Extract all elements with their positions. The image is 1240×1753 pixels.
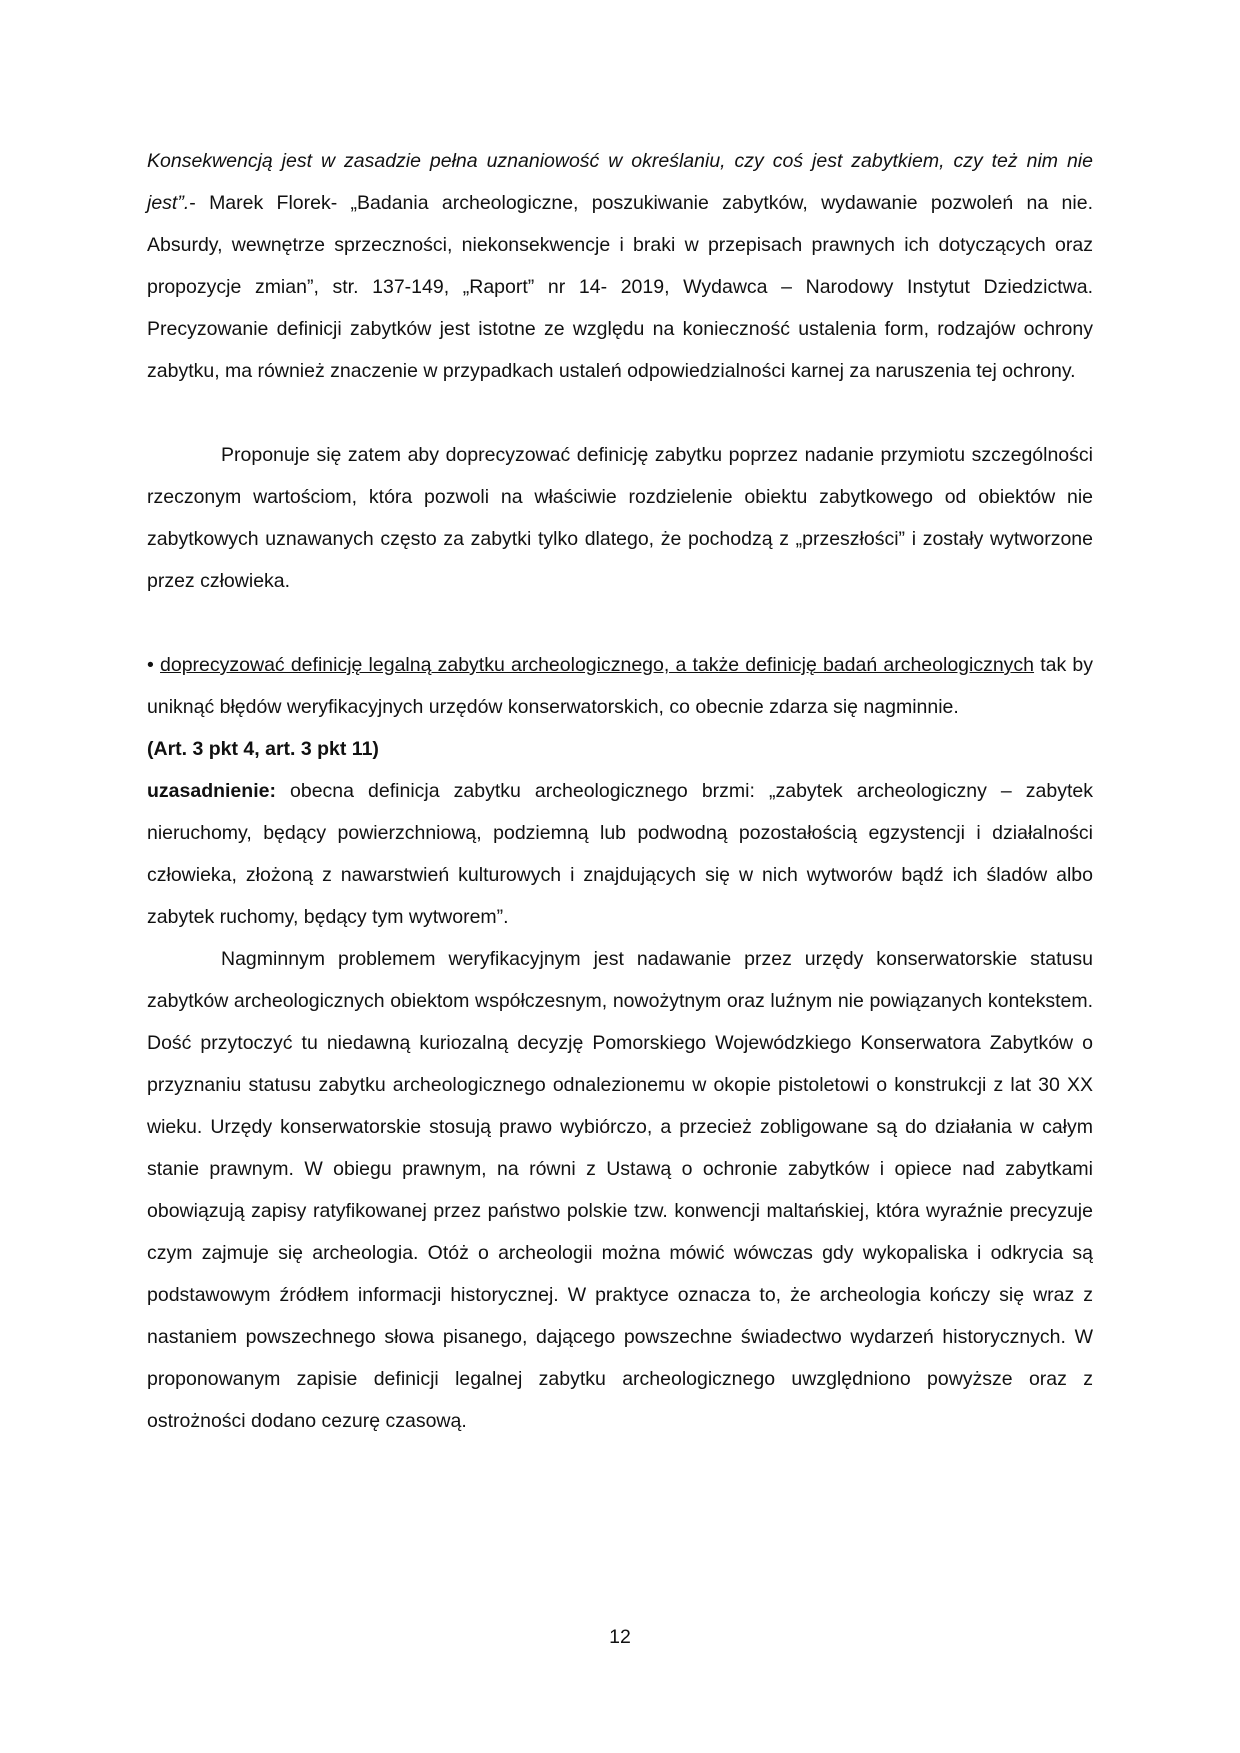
article-reference: (Art. 3 pkt 4, art. 3 pkt 11) (147, 738, 379, 760)
bullet-underlined-text: doprecyzować definicję legalną zabytku archeologicznego, a także definicję badań archeologicznych (160, 654, 1035, 676)
page-number: 12 (609, 1626, 631, 1648)
citation-text: - Marek Florek- „Badania archeologiczne, poszukiwanie zabytków, wydawanie pozwoleń na nie. Absurdy, wewnętrze sprzeczności, niekonsekwencje i braki w przepisach prawnych ich dotyczących oraz propozycje zmian”, str. 137-149, „Raport” nr 14- 2019, Wydawca – Narodowy Instytut Dziedzictwa. Precyzowanie definicji zabytków jest istotne ze względu na konieczność ustalenia form, rodzajów ochrony zabytku, ma również znaczenie w przypadkach ustaleń odpowiedzialności karnej za naruszenia tej ochrony. (147, 192, 1093, 382)
justification-text: obecna definicja zabytku archeologicznego brzmi: „zabytek archeologiczny – zabytek nieruchomy, będący powierzchniową, podziemną lub podwodną pozostałością egzystencji i działalności człowieka, złożoną z nawarstwień kulturowych i znajdujących się w nich wytworów bądź ich śladów albo zabytek ruchomy, będący tym wytworem”. (147, 780, 1093, 928)
quote-italic: Konsekwencją jest w zasadzie pełna uznaniowość w określaniu, czy coś jest zabytkiem, czy też nim nie jest”. (147, 150, 1093, 214)
bullet-item (147, 644, 1093, 728)
paragraph-citation (147, 140, 1093, 392)
bullet-marker: • (147, 654, 154, 676)
paragraph-proposal: Proponuje się zatem aby doprecyzować definicję zabytku poprzez nadanie przymiotu szczególności rzeczonym wartościom, która pozwoli na właściwie rozdzielenie obiektu zabytkowego od obiektów nie zabytkowych uznawanych często za zabytki tylko dlatego, że pochodzą z „przeszłości” i zostały wytworzone przez człowieka. (147, 444, 1093, 592)
paragraph-justification (147, 770, 1093, 938)
bullet-rest-text: tak by uniknąć błędów weryfikacyjnych urzędów konserwatorskich, co obecnie zdarza się nagminnie. (147, 654, 1094, 718)
justification-label: uzasadnienie: (147, 780, 276, 802)
paragraph-argument: Nagminnym problemem weryfikacyjnym jest nadawanie przez urzędy konserwatorskie statusu zabytków archeologicznych obiektom współczesnym, nowożytnym oraz luźnym nie powiązanych kontekstem. Dość przytoczyć tu niedawną kuriozalną decyzję Pomorskiego Wojewódzkiego Konserwatora Zabytków o przyznaniu statusu zabytku archeologicznego odnalezionemu w okopie pistoletowi o konstrukcji z lat 30 XX wieku. Urzędy konserwatorskie stosują prawo wybiórczo, a przecież zobligowane są do działania w całym stanie prawnym. W obiegu prawnym, na równi z Ustawą o ochronie zabytków i opiece nad zabytkami obowiązują zapisy ratyfikowanej przez państwo polskie tzw. konwencji maltańskiej, która wyraźnie precyzuje czym zajmuje się archeologia. Otóż o archeologii można mówić wówczas gdy wykopaliska i odkrycia są podstawowym źródłem informacji historycznej. W praktyce oznacza to, że archeologia kończy się wraz z nastaniem powszechnego słowa pisanego, dającego powszechne świadectwo wydarzeń historycznych. W proponowanym zapisie definicji legalnej zabytku archeologicznego uwzględniono powyższe oraz z ostrożności dodano cezurę czasową. (147, 948, 1093, 1432)
